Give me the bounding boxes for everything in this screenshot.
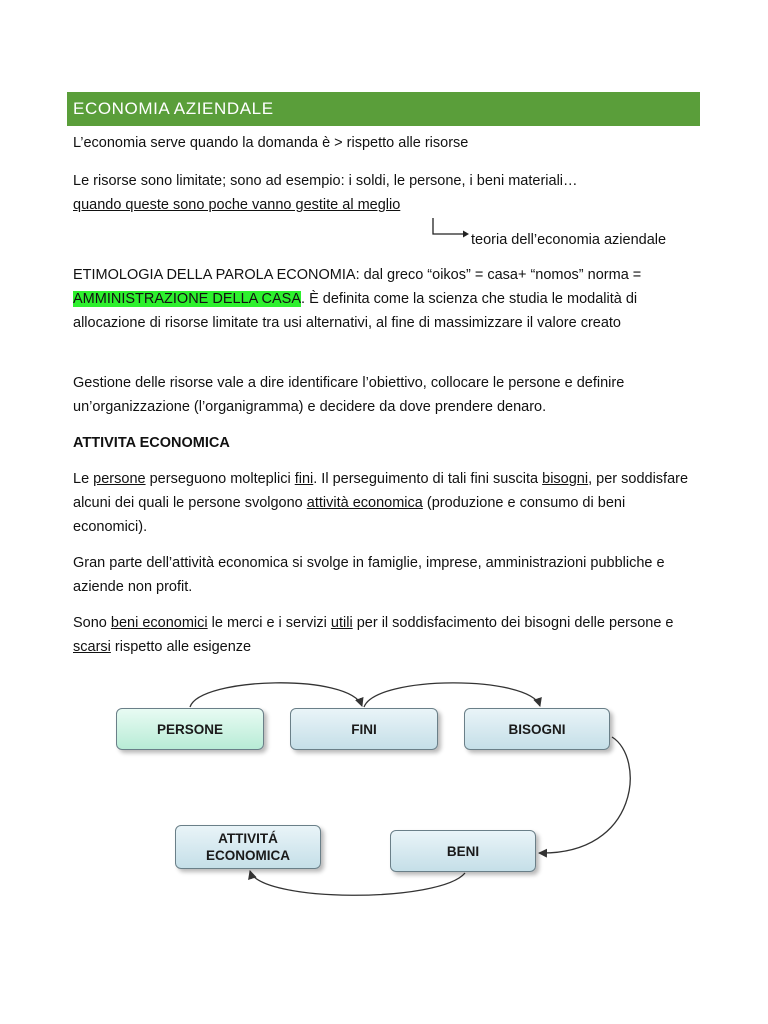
node-persone-label: PERSONE (156, 721, 224, 737)
highlighted-amministrazione: AMMINISTRAZIONE DELLA CASA (73, 291, 302, 307)
node-beni-label: BENI (446, 843, 480, 859)
underlined-scarsi: scarsi (73, 639, 111, 655)
p5-text: , per soddisfare alcuni dei quali le persone svolgono (73, 471, 689, 511)
p7-text: le merci e i servizi (207, 615, 331, 631)
node-beni (390, 830, 536, 872)
page-title-bar (67, 92, 700, 126)
node-persone (116, 708, 264, 750)
node-fini (290, 708, 438, 750)
p5-text: Le (73, 471, 94, 487)
underlined-bisogni: bisogni (542, 471, 589, 487)
arrow-note-text: teoria dell’economia aziendale (471, 232, 667, 248)
p7-text: per il soddisfacimento dei bisogni delle persone e (352, 615, 674, 631)
node-bisogni-label: BISOGNI (508, 721, 566, 737)
arrow-bisogni-beni (539, 737, 630, 853)
bent-arrow-right-icon (430, 216, 470, 250)
risorse-line-2-underlined: quando queste sono poche vanno gestite al meglio (73, 197, 401, 213)
paragraph-etimologia (73, 263, 703, 335)
p5-text: perseguono molteplici (145, 471, 295, 487)
underlined-persone: persone (93, 471, 146, 487)
etimologia-text-before: ETIMOLOGIA DELLA PAROLA ECONOMIA: dal greco “oikos” = casa+ “nomos” norma = (73, 267, 642, 283)
p7-text: rispetto alle esigenze (110, 639, 252, 655)
node-attivita-label (206, 830, 290, 864)
underlined-attivita-economica: attività economica (306, 495, 423, 511)
underlined-beni-economici: beni economici (110, 615, 208, 631)
arrow-beni-attivita (250, 871, 465, 895)
node-attivita-line-2: ECONOMICA (206, 848, 290, 863)
p5-text: . Il perseguimento di tali fini suscita (313, 471, 543, 487)
node-attivita-line-1: ATTIVITÁ (218, 831, 278, 846)
section-title-attivita: ATTIVITA ECONOMICA (73, 435, 230, 451)
node-fini-label: FINI (351, 721, 377, 737)
p5-text: (produzione e consumo di beni economici). (73, 495, 626, 535)
p7-text: Sono (73, 615, 111, 631)
flow-diagram (100, 665, 660, 905)
arrow-note (430, 216, 710, 256)
paragraph-gran-parte: Gran parte dell’attività economica si svolge in famiglie, imprese, amministrazioni pubbliche e aziende non profit. (73, 555, 665, 595)
risorse-line-1: Le risorse sono limitate; sono ad esempio: i soldi, le persone, i beni materiali… (73, 173, 578, 189)
paragraph-beni-economici (73, 611, 703, 659)
paragraph-economia-definition: L’economia serve quando la domanda è > rispetto alle risorse (73, 135, 469, 151)
arrow-persone-fini (190, 683, 362, 707)
node-attivita-economica (175, 825, 321, 869)
page-title: ECONOMIA AZIENDALE (73, 99, 274, 118)
paragraph-risorse-limitate (73, 169, 703, 217)
diagram-arrows (100, 665, 660, 905)
underlined-utili: utili (330, 615, 353, 631)
paragraph-persone-fini (73, 467, 703, 539)
underlined-fini: fini (294, 471, 314, 487)
arrow-fini-bisogni (364, 683, 540, 707)
etimologia-text-after: . È definita come la scienza che studia le modalità di allocazione di risorse limitate tra usi alternativi, al fine di massimizzare il valore creato (73, 291, 638, 331)
node-bisogni (464, 708, 610, 750)
paragraph-gestione-risorse: Gestione delle risorse vale a dire identificare l’obiettivo, collocare le persone e definire un’organizzazione (l’organigramma) e decidere da dove prendere denaro. (73, 375, 625, 415)
